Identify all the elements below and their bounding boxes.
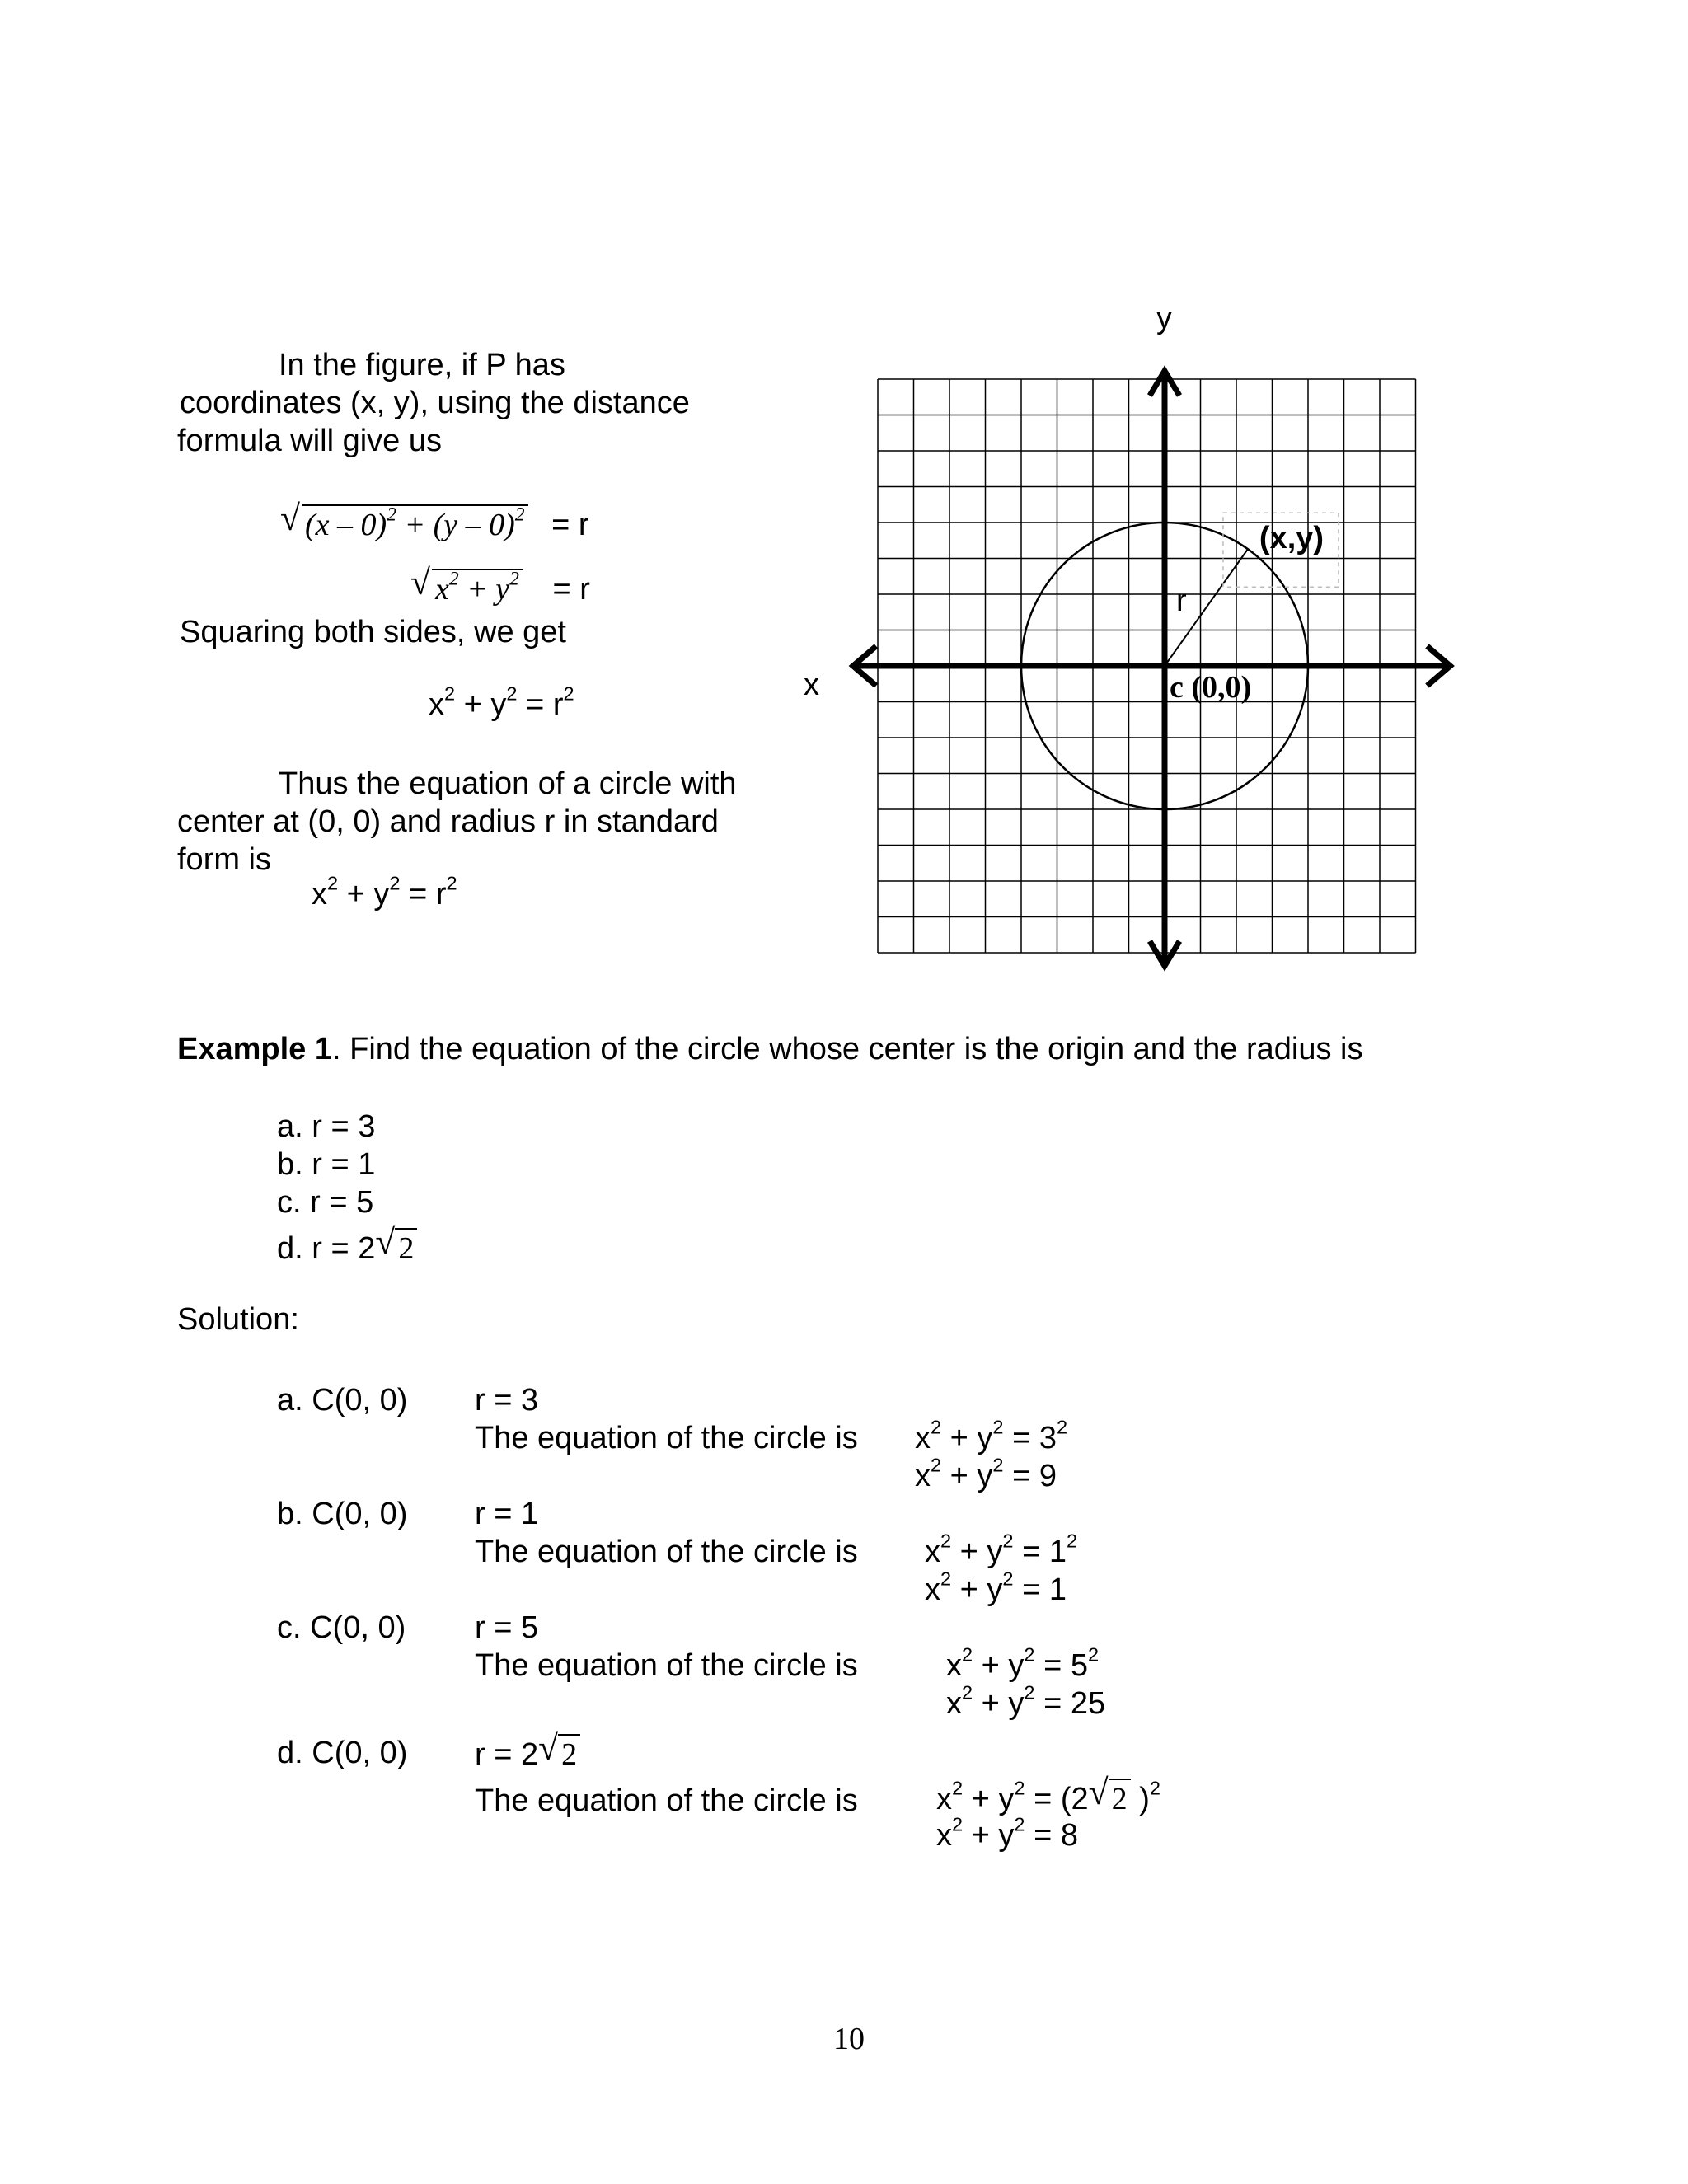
radical: √ (x – 0)$^2$ + (y – 0)$^2$ bbox=[280, 504, 528, 544]
exp: 2 bbox=[931, 1454, 942, 1476]
exp: 2 bbox=[1066, 1530, 1078, 1552]
solution-b-eq2 bbox=[925, 1568, 1067, 1609]
x: x bbox=[925, 1572, 940, 1607]
exp: 2 bbox=[1056, 1416, 1068, 1438]
exp: 2 bbox=[514, 504, 525, 526]
y: + y bbox=[963, 1782, 1015, 1816]
exp: 2 bbox=[992, 1454, 1004, 1476]
radical: √ 2 bbox=[375, 1228, 417, 1268]
example-item-a: a. r = 3 bbox=[277, 1109, 376, 1144]
exp: 2 bbox=[506, 682, 518, 705]
solution-d-eq2 bbox=[936, 1813, 1078, 1854]
eq2-rhs: = r bbox=[552, 572, 590, 607]
squaring-text: Squaring both sides, we get bbox=[180, 615, 566, 649]
rhs: = 1 bbox=[1013, 1535, 1067, 1569]
exp: 2 bbox=[448, 568, 459, 590]
radius-label: r bbox=[1176, 583, 1187, 618]
exp: 2 bbox=[940, 1530, 952, 1552]
circle-figure bbox=[804, 297, 1488, 993]
exp: 2 bbox=[387, 504, 396, 526]
point-label: (x,y) bbox=[1259, 521, 1325, 556]
squared-equation bbox=[429, 682, 574, 724]
solution-d-radius bbox=[475, 1728, 580, 1774]
eq1-rhs: = r bbox=[551, 508, 589, 542]
page-number: 10 bbox=[833, 2022, 865, 2056]
radicand-x: x bbox=[435, 572, 449, 607]
conclusion-line-1: Thus the equation of a circle with bbox=[279, 766, 737, 801]
example-text: . Find the equation of the circle whose center is the origin and the radius is bbox=[332, 1032, 1363, 1066]
rhs: = 8 bbox=[1025, 1818, 1078, 1853]
solution-d-center: d. C(0, 0) bbox=[277, 1736, 408, 1770]
x: x bbox=[925, 1535, 940, 1569]
exp: 2 bbox=[1002, 1568, 1014, 1590]
x: x bbox=[946, 1686, 962, 1721]
x: x bbox=[915, 1459, 931, 1493]
y: + y bbox=[951, 1535, 1003, 1569]
exp: 2 bbox=[446, 872, 457, 894]
solution-a-text: The equation of the circle is bbox=[475, 1421, 858, 1455]
rhs: = r bbox=[400, 877, 447, 912]
example-item-c: c. r = 5 bbox=[277, 1185, 374, 1220]
radicand-y: + (y – 0) bbox=[396, 508, 515, 542]
conclusion-line-2: center at (0, 0) and radius r in standard bbox=[177, 804, 719, 839]
exp: 2 bbox=[327, 872, 339, 894]
rhs: = 25 bbox=[1034, 1686, 1106, 1721]
x: x bbox=[915, 1421, 931, 1455]
exp: 2 bbox=[962, 1681, 973, 1704]
simplified-equation bbox=[410, 563, 590, 608]
solution-a-radius: r = 3 bbox=[475, 1383, 539, 1418]
y: + y bbox=[973, 1648, 1025, 1683]
solution-a-eq1 bbox=[915, 1416, 1068, 1457]
x: x bbox=[312, 877, 327, 912]
exp: 2 bbox=[952, 1813, 964, 1835]
x-axis-label: x bbox=[804, 668, 819, 702]
y: + y bbox=[973, 1686, 1025, 1721]
x: x bbox=[946, 1648, 962, 1683]
exp: 2 bbox=[1002, 1530, 1014, 1552]
solution-c-center: c. C(0, 0) bbox=[277, 1610, 406, 1645]
radicand: 2 bbox=[558, 1734, 580, 1774]
solution-heading: Solution: bbox=[177, 1302, 299, 1337]
exp: 2 bbox=[1024, 1643, 1035, 1666]
exp: 2 bbox=[992, 1416, 1004, 1438]
conclusion-line-3: form is bbox=[177, 842, 271, 877]
radical: √ $x^2 + y^2$ bbox=[410, 569, 523, 608]
rhs: = 5 bbox=[1034, 1648, 1088, 1683]
center-label: c (0,0) bbox=[1170, 670, 1252, 705]
exp: 2 bbox=[1024, 1681, 1035, 1704]
y: + y bbox=[941, 1421, 993, 1455]
rhs: = (2 bbox=[1025, 1782, 1089, 1816]
radical: √ 2 bbox=[1089, 1779, 1131, 1818]
solution-c-eq2 bbox=[946, 1681, 1106, 1722]
x: x bbox=[936, 1818, 952, 1853]
rhs: = 3 bbox=[1003, 1421, 1057, 1455]
solution-b-text: The equation of the circle is bbox=[475, 1535, 858, 1569]
solution-b-radius: r = 1 bbox=[475, 1497, 539, 1531]
solution-d-text: The equation of the circle is bbox=[475, 1783, 858, 1818]
exp: 2 bbox=[1149, 1777, 1160, 1799]
exp: 2 bbox=[1014, 1777, 1025, 1799]
radicand-y: + y bbox=[458, 572, 510, 607]
example-item-d bbox=[277, 1222, 417, 1268]
exp: 2 bbox=[952, 1777, 964, 1799]
intro-line-1: In the figure, if P has bbox=[279, 348, 565, 382]
y: + y bbox=[941, 1459, 993, 1493]
standard-form-equation bbox=[312, 872, 457, 913]
close-paren: ) bbox=[1130, 1782, 1150, 1816]
exp: 2 bbox=[563, 682, 574, 705]
intro-line-3: formula will give us bbox=[177, 424, 442, 458]
intro-line-2: coordinates (x, y), using the distance bbox=[180, 386, 690, 420]
exp: 2 bbox=[389, 872, 401, 894]
rhs: = 1 bbox=[1013, 1572, 1067, 1607]
y: + y bbox=[455, 687, 507, 722]
exp: 2 bbox=[444, 682, 456, 705]
radius-text: r = 2 bbox=[475, 1737, 539, 1772]
solution-a-center: a. C(0, 0) bbox=[277, 1383, 408, 1418]
solution-c-text: The equation of the circle is bbox=[475, 1648, 858, 1683]
exp: 2 bbox=[509, 568, 519, 590]
radicand-x: (x – 0) bbox=[305, 508, 387, 542]
y: + y bbox=[951, 1572, 1003, 1607]
radical: √ 2 bbox=[538, 1734, 580, 1774]
example-item-b: b. r = 1 bbox=[277, 1147, 376, 1182]
example-title: Example 1 bbox=[177, 1032, 332, 1066]
solution-c-radius: r = 5 bbox=[475, 1610, 539, 1645]
solution-b-center: b. C(0, 0) bbox=[277, 1497, 408, 1531]
x: x bbox=[936, 1782, 952, 1816]
rhs: = 9 bbox=[1003, 1459, 1057, 1493]
circle-graph bbox=[812, 297, 1488, 989]
solution-d-eq1 bbox=[936, 1773, 1160, 1818]
x: x bbox=[429, 687, 444, 722]
radicand: 2 bbox=[395, 1228, 417, 1268]
solution-c-eq1 bbox=[946, 1643, 1100, 1685]
rhs: = r bbox=[517, 687, 564, 722]
y: + y bbox=[963, 1818, 1015, 1853]
item-d-text: d. r = 2 bbox=[277, 1231, 376, 1266]
exp: 2 bbox=[1014, 1813, 1025, 1835]
exp: 2 bbox=[931, 1416, 942, 1438]
y: + y bbox=[338, 877, 390, 912]
example-1 bbox=[177, 1030, 1363, 1068]
exp: 2 bbox=[962, 1643, 973, 1666]
distance-equation bbox=[280, 499, 589, 544]
radicand: 2 bbox=[1109, 1779, 1131, 1818]
y-axis-label: y bbox=[1156, 301, 1172, 335]
solution-b-eq1 bbox=[925, 1530, 1078, 1571]
exp: 2 bbox=[1087, 1643, 1100, 1666]
exp: 2 bbox=[940, 1568, 952, 1590]
solution-a-eq2 bbox=[915, 1454, 1057, 1495]
axes bbox=[853, 371, 1451, 966]
